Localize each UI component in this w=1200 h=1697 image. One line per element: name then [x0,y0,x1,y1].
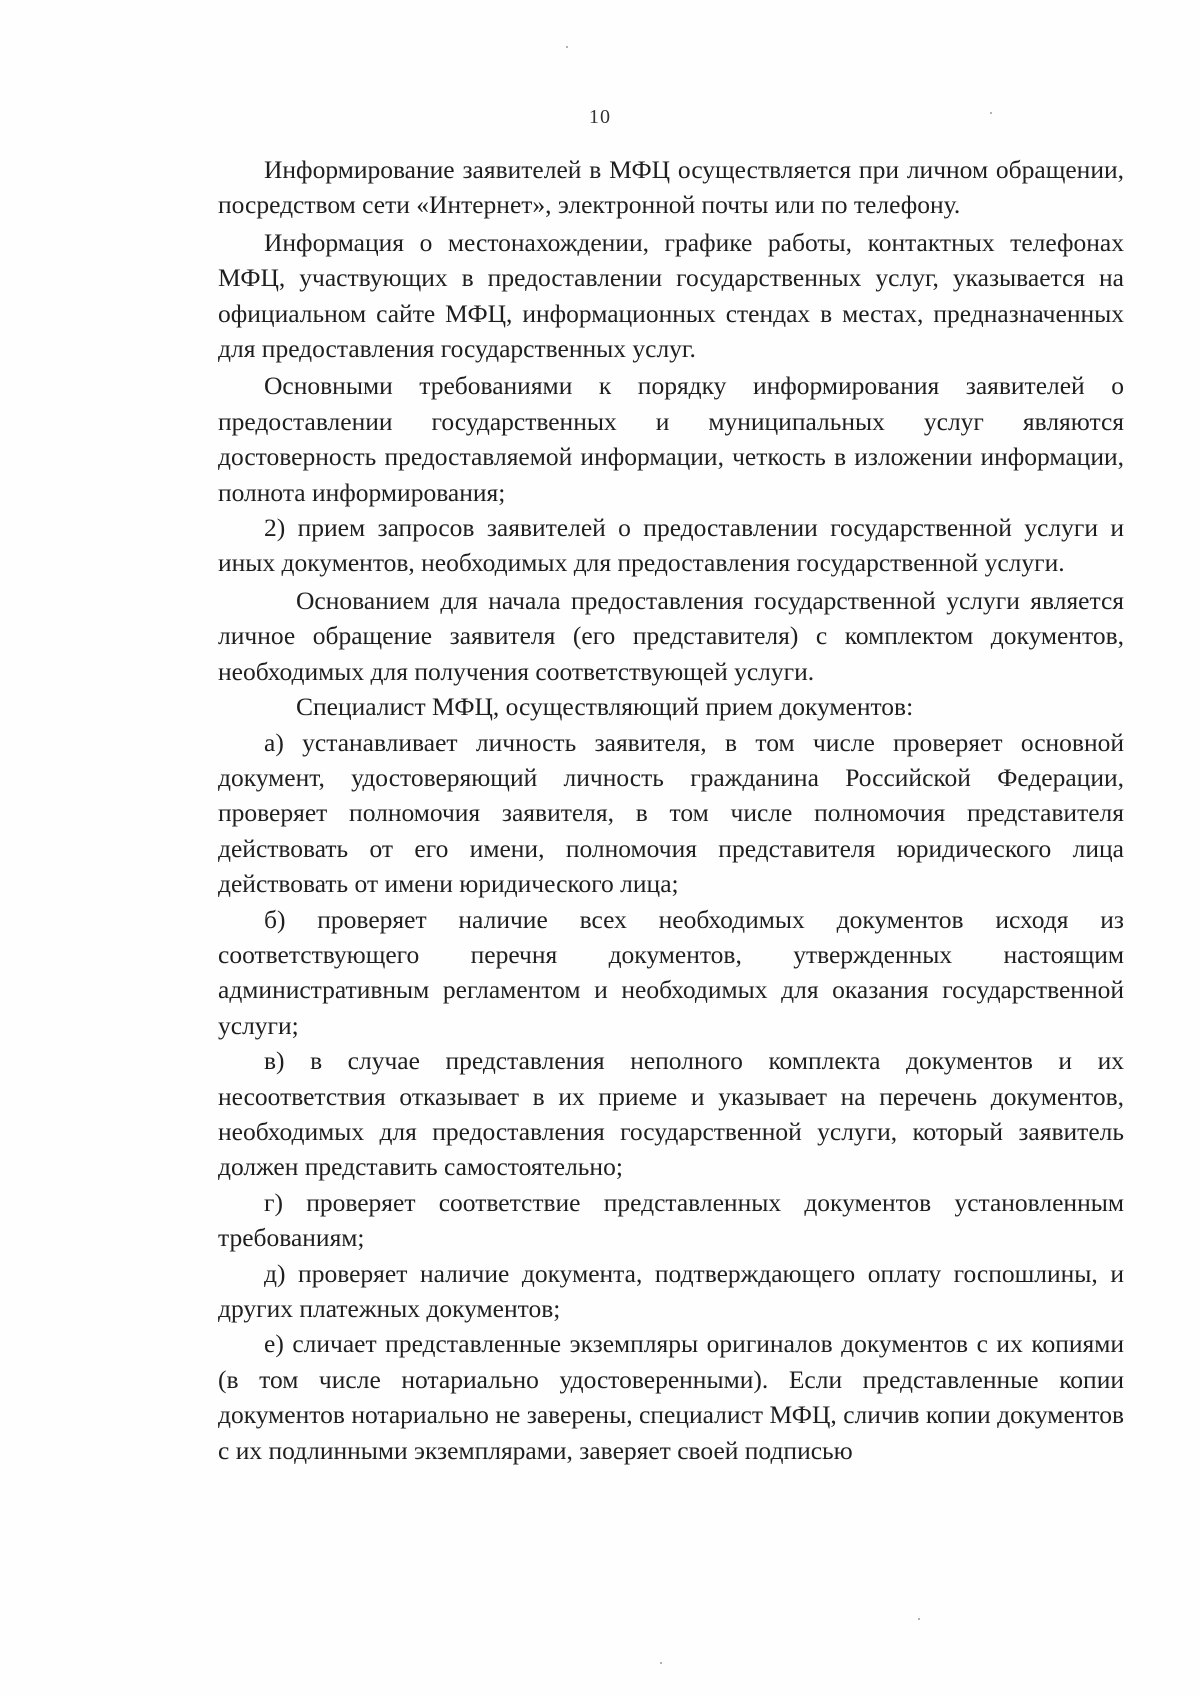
list-item-g: г) проверяет соответствие представленных документов установленным требованиям; [218,1187,1124,1253]
scan-speck [990,112,992,114]
list-item-e: е) сличает представленные экземпляры оригиналов документов с их копиями (в том числе нотариально удостоверенными). Если представленные копии документов нотариально не заверены, специалист МФЦ, сличив копии документов с их подлинными экземплярами, заверяет своей подписью [218,1329,1124,1465]
paragraph-informing-applicants: Информирование заявителей в МФЦ осуществляется при личном обращении, посредством сети «Интернет», электронной почты или по телефону. [218,155,1124,220]
scan-speck [660,1662,662,1664]
paragraph-informing-requirements: Основными требованиями к порядку информирования заявителей о предоставлении государственных и муниципальных услуг являются достоверность предоставляемой информации, четкость в изложении информации, полнота информирования; [218,371,1124,507]
paragraph-mfc-location-info: Информация о местонахождении, графике работы, контактных телефонах МФЦ, участвующих в предоставлении государственных услуг, указывается на официальном сайте МФЦ, информационных стендах в местах, предназначенных для предоставления государственных услуг. [218,227,1124,364]
scan-speck [566,46,568,48]
list-item-a: а) устанавливает личность заявителя, в том числе проверяет основной документ, удостоверяющий личность гражданина Российской Федерации, проверяет полномочия заявителя, в том числе полномочия представителя действовать от его имени, полномочия представителя юридического лица действовать от имени юридического лица; [218,727,1124,899]
list-item-b: б) проверяет наличие всех необходимых документов исходя из соответствующего перечня документов, утвержденных настоящим административным регламентом и необходимых для оказания государственной услуги; [218,904,1124,1040]
page-number: 10 [589,106,611,128]
paragraph-request-intake: 2) прием запросов заявителей о предоставлении государственной услуги и иных документов, необходимых для предоставления государственной услуги. [218,513,1124,578]
list-item-v: в) в случае представления неполного комплекта документов и их несоответствия отказывает в их приеме и указывает на перечень документов, необходимых для предоставления государственной услуги, который заявитель должен представить самостоятельно; [218,1046,1124,1182]
document-body [218,152,1124,1468]
paragraph-grounds-for-service: Основанием для начала предоставления государственной услуги является личное обращение заявителя (его представителя) с комплектом документов, необходимых для получения соответствующей услуги. [218,585,1124,686]
list-item-d: д) проверяет наличие документа, подтверждающего оплату госпошлины, и других платежных документов; [218,1258,1124,1323]
paragraph-specialist-duties-intro: Специалист МФЦ, осуществляющий прием документов: [296,692,914,722]
scan-speck [918,1618,920,1620]
